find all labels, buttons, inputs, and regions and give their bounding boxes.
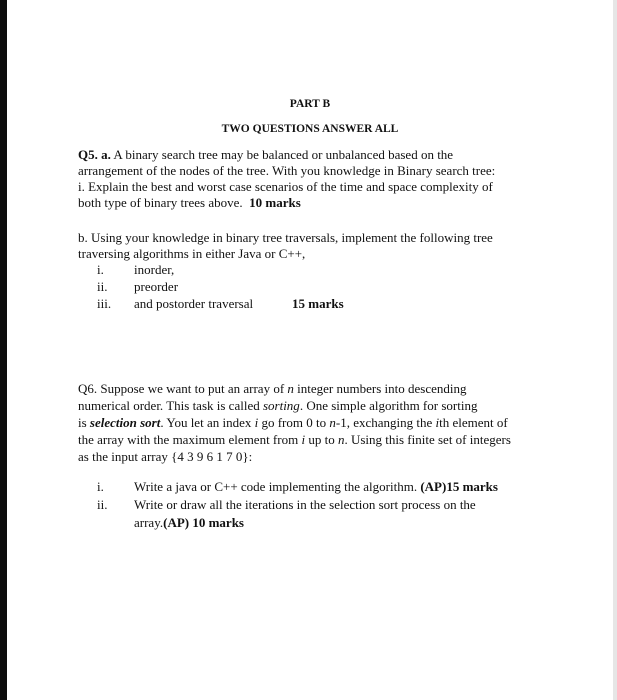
q6-text: . Using this finite set of integers — [344, 432, 511, 447]
document-page — [7, 0, 613, 700]
q5-a-line-1 — [78, 147, 453, 163]
q6-text: th element of — [439, 415, 508, 430]
q6-text: numerical order. This task is called — [78, 398, 263, 413]
q6-text: go from 0 to — [258, 415, 330, 430]
q6-text: . You let an index — [160, 415, 255, 430]
q6-text: . One simple algorithm for sorting — [299, 398, 478, 413]
q6-var-i: i — [254, 415, 259, 430]
q5-b-item-1-text: inorder, — [134, 262, 175, 277]
instructions-heading: TWO QUESTIONS ANSWER ALL — [221, 123, 399, 135]
q6-item-1-marks: (AP)15 marks — [420, 479, 498, 494]
q6-var-n: n — [287, 381, 294, 396]
q6-line-4 — [78, 432, 511, 448]
q6-term-sorting: sorting — [262, 398, 300, 413]
q5-b-line-2: traversing algorithms in either Java or C++, — [78, 246, 306, 261]
q6-item-1-number: i. — [97, 479, 104, 494]
q6-item-1-text: Write a java or C++ code implementing the algorithm. — [134, 479, 418, 494]
q6-var-n: n — [329, 415, 336, 430]
q5-part-a-label: a. — [101, 147, 111, 162]
q6-item-2-number: ii. — [97, 497, 108, 512]
q5-b-line-1: b. Using your knowledge in binary tree traversals, implement the following tree — [78, 230, 493, 245]
q5-b-item-1-number: i. — [97, 262, 104, 277]
q6-text: Q6. Suppose we want to put an array of — [78, 381, 288, 396]
q5-a-line-3: i. Explain the best and worst case scenarios of the time and space complexity of — [78, 179, 493, 194]
q6-term-selection-sort: selection sort — [89, 415, 161, 430]
part-title: PART B — [289, 98, 331, 110]
q5-b-item-3-number: iii. — [97, 296, 112, 311]
q6-text: up to — [305, 432, 338, 447]
q5-a-text-4: both type of binary trees above. — [78, 195, 243, 210]
scan-right-edge — [613, 0, 617, 700]
q5-b-item-3-text: and postorder traversal — [134, 296, 254, 311]
q6-item-2-marks: (AP) 10 marks — [163, 515, 244, 530]
q6-item-2-line-2 — [134, 515, 244, 531]
q5-a-line-2: arrangement of the nodes of the tree. With you knowledge in Binary search tree: — [78, 163, 496, 178]
q6-var-i: i — [435, 415, 440, 430]
q6-line-5: as the input array {4 3 9 6 1 7 0}: — [78, 449, 253, 464]
q6-item-2-text: Write or draw all the iterations in the selection sort process on the — [134, 497, 476, 512]
q6-text: is — [78, 415, 90, 430]
q5-a-text-1: A binary search tree may be balanced or unbalanced based on the — [113, 147, 454, 162]
q6-text: -1, exchanging the — [335, 415, 436, 430]
q6-item-2-text-2: array. — [134, 515, 164, 530]
q5-label: Q5. — [78, 147, 98, 162]
q5-a-line-4 — [78, 195, 301, 211]
q5-b-marks: 15 marks — [292, 296, 344, 311]
q6-line-2 — [78, 398, 477, 414]
scan-left-edge — [0, 0, 7, 700]
q6-var-n: n — [337, 432, 345, 447]
q6-line-3 — [78, 415, 508, 431]
q5-a-marks: 10 marks — [249, 195, 301, 210]
q6-line-1 — [78, 381, 466, 397]
q5-b-item-2-number: ii. — [97, 279, 108, 294]
q6-text: the array with the maximum element from — [78, 432, 302, 447]
q6-text: integer numbers into descending — [293, 381, 467, 396]
q6-item-1 — [134, 479, 498, 495]
q6-var-i: i — [301, 432, 306, 447]
q5-b-item-2-text: preorder — [134, 279, 179, 294]
